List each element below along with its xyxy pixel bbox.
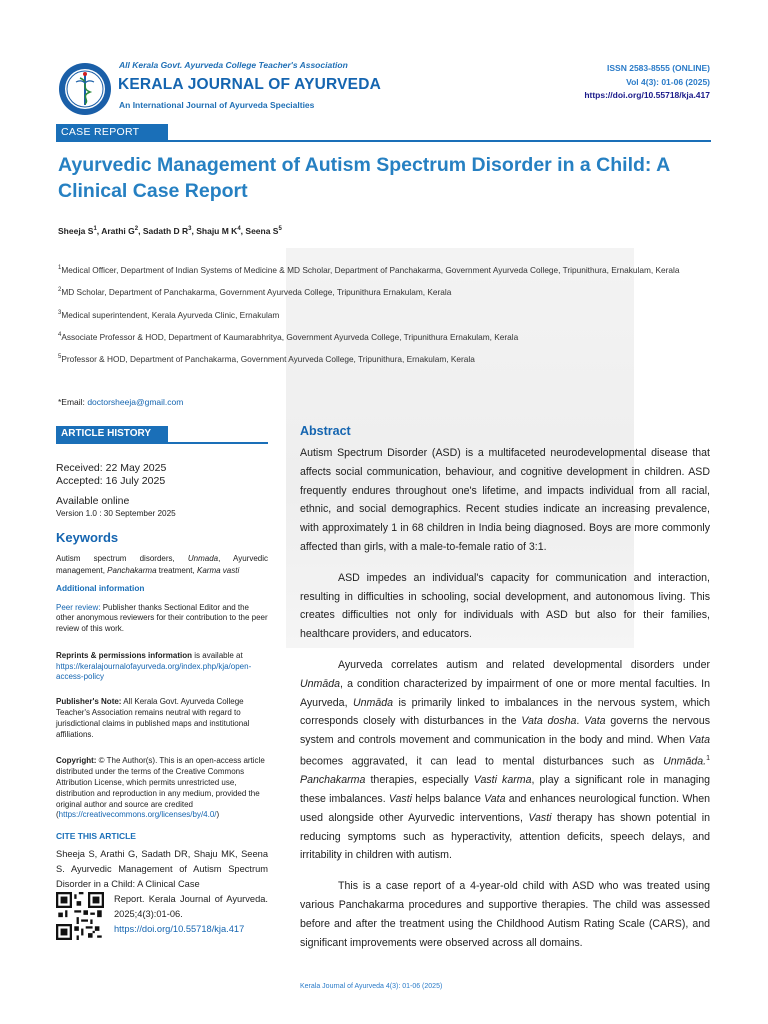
license-link[interactable]: https://creativecommons.org/licenses/by/4.0/ xyxy=(58,810,217,820)
abstract-paragraph: Ayurveda correlates autism and related developmental disorders under Unmāda, a condition characterized by impairment of one or more mental faculties. In Ayurveda, Unmāda is primarily linked to imbalances in the nervous system, which corresponds closely with disturbances in the Vata dosha. Vata governs the nervous system and controls movement and communication in the body and mind. When Vata becomes aggravated, it can lead to mental disturbances such as Unmāda.$^1$ Panchakarma therapies, especially Vasti karma, play a significant role in managing these imbalances. Vasti helps balance Vata and enhances neurological function. When used alongside other Ayurvedic interventions, Vasti therapy has shown potential in reducing symptoms such as hyperactivity, attention deficits, speech delays, and irritability in children with autism. xyxy=(300,658,711,862)
accepted-date: Accepted: 16 July 2025 xyxy=(56,475,166,487)
email-link[interactable]: doctorsheeja@gmail.com xyxy=(87,397,184,407)
additional-info-heading: Additional information xyxy=(56,582,145,593)
affiliation: $^2$MD Scholar, Department of Panchakarma, Government Ayurveda College, Tripunithura Ernakulam, Kerala xyxy=(58,287,452,298)
author: Sadath D R xyxy=(142,226,189,236)
abstract-heading: Abstract xyxy=(300,424,351,438)
association-name: All Kerala Govt. Ayurveda College Teacher's Association xyxy=(119,60,348,70)
author-list: Sheeja $S^1$, Arathi $G^2$, Sadath D $R^3$, Shaju M $K^4$, Seena $S^5$ xyxy=(58,226,282,236)
author: Shaju M K xyxy=(196,226,238,236)
citation-doi-link[interactable]: https://doi.org/10.55718/kja.417 xyxy=(114,924,245,935)
abstract-section xyxy=(300,424,710,952)
cite-heading: CITE THIS ARTICLE xyxy=(56,831,136,842)
affiliation: $^4$Associate Professor & HOD, Department of Kaumarabhritya, Government Ayurveda College, Tripunithura Ernakulam, Kerala xyxy=(58,331,519,342)
qr-code-icon xyxy=(56,892,104,940)
affiliation: $^3$Medical superintendent, Kerala Ayurveda Clinic, Ernakulam xyxy=(58,309,280,320)
version-info: Version 1.0 : 30 September 2025 xyxy=(56,508,176,518)
citation-tail: Report. Kerala Journal of Ayurveda. 2025;4(3):01-06. https://doi.org/10.55718/kja.417 xyxy=(56,892,268,937)
journal-header xyxy=(58,58,718,118)
publisher-note: Publisher's Note: All Kerala Govt. Ayurveda College Teacher's Association remains neutral with regard to jurisdictional claims in published maps and institutional affiliations. xyxy=(56,697,250,739)
received-date: Received: 22 May 2025 xyxy=(56,461,167,474)
abstract-paragraph: Autism Spectrum Disorder (ASD) is a multifaceted neurodevelopmental disease that affects social communication, behaviour, and cognitive development in children. ASD frequently endures throughout one's lifetime, and impacts individual from all racial, ethnic, and social demographics. Recent studies indicate an increasing prevalence, with approximately 1 in 68 children in India being diagnosed. Boys are more commonly affected than girls, with a male-to-female ratio of 3:1. xyxy=(300,447,710,553)
abstract-paragraph: This is a case report of a 4-year-old child with ASD who was treated using various Panchakarma procedures and supportive therapies. The child was assessed before and after the treatment using the Childhood Autism Rating Scale (CARS), and significant improvements were observed across all domains. xyxy=(300,880,710,949)
author: Sheeja S xyxy=(58,226,94,236)
available-online: Available online xyxy=(56,494,130,507)
article-history-heading: ARTICLE HISTORY xyxy=(56,426,168,443)
abstract-paragraph: ASD impedes an individual's capacity for communication and interaction, resulting in difficulties in schooling, social development, and autonomous living. This creates difficulties not only for individuals with ASD but also for their families, healthcare providers, and educators. xyxy=(300,571,710,641)
journal-seal-logo xyxy=(58,62,112,116)
corresponding-email: *Email: doctorsheeja@gmail.com xyxy=(58,397,184,407)
open-access-link[interactable]: https://keralajournalofayurveda.org/index.php/kja/open-access-policy xyxy=(56,661,252,682)
keywords-list: Autism spectrum disorders, Unmada, Ayurvedic management, Panchakarma treatment, Karma vasti xyxy=(56,553,268,575)
reprints-note: Reprints & permissions information is available at https://keralajournalofayurveda.org/index.php/kja/open-access-policy xyxy=(56,650,252,682)
divider xyxy=(56,140,711,142)
sidebar xyxy=(56,426,268,937)
case-report-tag: CASE REPORT xyxy=(56,124,168,141)
page-footer: Kerala Journal of Ayurveda 4(3): 01-06 (2025) xyxy=(300,983,443,990)
doi-link[interactable]: https://doi.org/10.55718/kja.417 xyxy=(584,90,710,100)
author: Seena S xyxy=(245,226,279,236)
affiliation: $^5$Professor & HOD, Department of Panchakarma, Government Ayurveda College, Tripunithura, Ernakulam, Kerala xyxy=(58,353,475,364)
divider xyxy=(56,442,268,444)
issn: ISSN 2583-8555 (ONLINE) xyxy=(607,63,710,73)
affiliation: $^1$Medical Officer, Department of Indian Systems of Medicine & MD Scholar, Department of Panchakarma, Government Ayurveda College, Tripunithura, Ernakulam, Kerala xyxy=(58,264,680,275)
peer-review-note: Peer review: Publisher thanks Sectional Editor and the other anonymous reviewers for their contribution to the peer review of this work. xyxy=(56,602,268,634)
affiliations xyxy=(58,262,718,373)
journal-meta xyxy=(584,62,710,103)
author: Arathi G xyxy=(101,226,135,236)
volume-info: Vol 4(3): 01-06 (2025) xyxy=(626,76,710,87)
article-dates xyxy=(56,462,268,489)
keywords-heading: Keywords xyxy=(56,529,119,545)
journal-title: KERALA JOURNAL OF AYURVEDA xyxy=(118,76,381,93)
copyright-note: Copyright: © The Author(s). This is an open-access article distributed under the terms of the Creative Commons Attribution License, which permits unrestricted use, distribution and reproduction in any medium, provided the original author and source are credited (https://creativecommons.org/licenses/by/4.0/) xyxy=(56,756,265,820)
article-title: Ayurvedic Management of Autism Spectrum Disorder in a Child: A Clinical Case Report xyxy=(58,154,670,202)
journal-subtitle: An International Journal of Ayurveda Specialties xyxy=(119,100,315,110)
citation-text: Sheeja S, Arathi G, Sadath DR, Shaju MK, Seena S. Ayurvedic Management of Autism Spectrum Disorder in a Child: A Clinical Case xyxy=(56,849,268,890)
